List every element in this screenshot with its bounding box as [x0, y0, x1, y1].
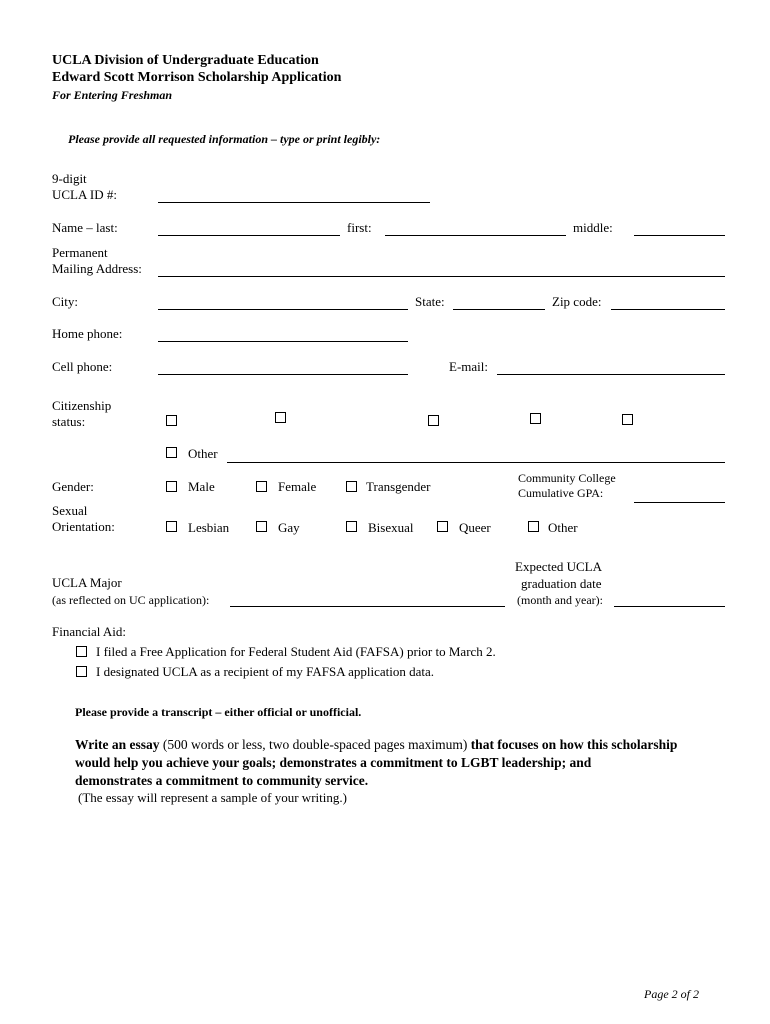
home-phone-label: Home phone: — [52, 326, 123, 341]
gender-female-checkbox[interactable] — [256, 481, 267, 492]
address-field[interactable] — [158, 276, 725, 277]
address-label-2: Mailing Address: — [52, 261, 142, 276]
name-first-label: first: — [347, 220, 372, 235]
fafsa-ucla-label: I designated UCLA as a recipient of my FAFSA application data. — [96, 664, 435, 679]
orientation-gay-label: Gay — [278, 520, 300, 535]
address-label: Permanent — [52, 245, 108, 260]
gender-transgender-checkbox[interactable] — [346, 481, 357, 492]
home-phone-field[interactable] — [158, 341, 408, 342]
orientation-other-checkbox[interactable] — [528, 521, 539, 532]
essay-instruction-line-3: demonstrates a commitment to community service. — [75, 773, 369, 788]
orientation-lesbian-label: Lesbian — [188, 520, 230, 535]
citizenship-checkbox-4[interactable] — [530, 413, 541, 424]
gender-male-checkbox[interactable] — [166, 481, 177, 492]
essay-focus: that focuses on how this scholarship — [470, 737, 678, 752]
grad-date-field[interactable] — [614, 606, 725, 607]
fafsa-filed-checkbox[interactable] — [76, 646, 87, 657]
citizenship-checkbox-2[interactable] — [275, 412, 286, 423]
citizenship-checkbox-3[interactable] — [428, 415, 439, 426]
orientation-gay-checkbox[interactable] — [256, 521, 267, 532]
email-label: E-mail: — [449, 359, 488, 374]
citizenship-checkbox-5[interactable] — [622, 414, 633, 425]
header-audience: For Entering Freshman — [52, 88, 173, 102]
major-label-2: (as reflected on UC application): — [52, 593, 210, 607]
ucla-id-label: 9-digit — [52, 171, 87, 186]
state-field[interactable] — [453, 309, 545, 310]
orientation-bisexual-checkbox[interactable] — [346, 521, 357, 532]
name-middle-label: middle: — [573, 220, 613, 235]
cell-phone-label: Cell phone: — [52, 359, 113, 374]
orientation-queer-checkbox[interactable] — [437, 521, 448, 532]
citizenship-other-checkbox[interactable] — [166, 447, 177, 458]
gender-male-label: Male — [188, 479, 215, 494]
fafsa-ucla-checkbox[interactable] — [76, 666, 87, 677]
header-subtitle: Edward Scott Morrison Scholarship Application — [52, 70, 342, 85]
citizenship-label-2: status: — [52, 414, 86, 429]
essay-instruction-line-2: would help you achieve your goals; demonstrates a commitment to LGBT leadership; and — [75, 755, 592, 770]
orientation-other-label: Other — [548, 520, 578, 535]
gpa-label-2: Cumulative GPA: — [518, 486, 604, 500]
fafsa-filed-label: I filed a Free Application for Federal Student Aid (FAFSA) prior to March 2. — [96, 644, 496, 659]
ucla-id-label-2: UCLA ID #: — [52, 187, 117, 202]
grad-date-label-2: graduation date — [521, 576, 602, 591]
gender-label: Gender: — [52, 479, 94, 494]
major-label: UCLA Major — [52, 575, 122, 590]
cell-phone-field[interactable] — [158, 374, 408, 375]
city-field[interactable] — [158, 309, 408, 310]
grad-date-label-3: (month and year): — [517, 593, 603, 607]
major-field[interactable] — [230, 606, 505, 607]
name-last-field[interactable] — [158, 235, 340, 236]
zip-field[interactable] — [611, 309, 725, 310]
state-label: State: — [415, 294, 445, 309]
instruction-text: Please provide all requested information – type or print legibly: — [68, 132, 381, 146]
orientation-label: Sexual — [52, 503, 88, 518]
header-title: UCLA Division of Undergraduate Education — [52, 53, 319, 68]
citizenship-other-label: Other — [188, 446, 218, 461]
orientation-label-2: Orientation: — [52, 519, 115, 534]
name-last-label: Name – last: — [52, 220, 118, 235]
name-middle-field[interactable] — [634, 235, 725, 236]
gpa-field[interactable] — [634, 502, 725, 503]
gpa-label: Community College — [518, 471, 616, 485]
gender-transgender-label: Transgender — [366, 479, 431, 494]
orientation-lesbian-checkbox[interactable] — [166, 521, 177, 532]
city-label: City: — [52, 294, 79, 309]
orientation-bisexual-label: Bisexual — [368, 520, 414, 535]
essay-note: (The essay will represent a sample of your writing.) — [78, 790, 347, 805]
ucla-id-field[interactable] — [158, 202, 430, 203]
page-number: Page 2 of 2 — [644, 987, 699, 1001]
orientation-queer-label: Queer — [459, 520, 491, 535]
essay-length: (500 words or less, two double-spaced pages maximum) — [159, 737, 471, 752]
essay-instruction-line-1 — [75, 736, 677, 754]
citizenship-checkbox-1[interactable] — [166, 415, 177, 426]
zip-label: Zip code: — [552, 294, 602, 309]
name-first-field[interactable] — [385, 235, 566, 236]
email-field[interactable] — [497, 374, 725, 375]
citizenship-other-field[interactable] — [227, 462, 725, 463]
gender-female-label: Female — [278, 479, 317, 494]
essay-lead: Write an essay — [75, 737, 160, 752]
transcript-instruction: Please provide a transcript – either official or unofficial. — [75, 705, 362, 719]
financial-aid-title: Financial Aid: — [52, 624, 127, 639]
grad-date-label: Expected UCLA — [515, 559, 603, 574]
citizenship-label: Citizenship — [52, 398, 112, 413]
